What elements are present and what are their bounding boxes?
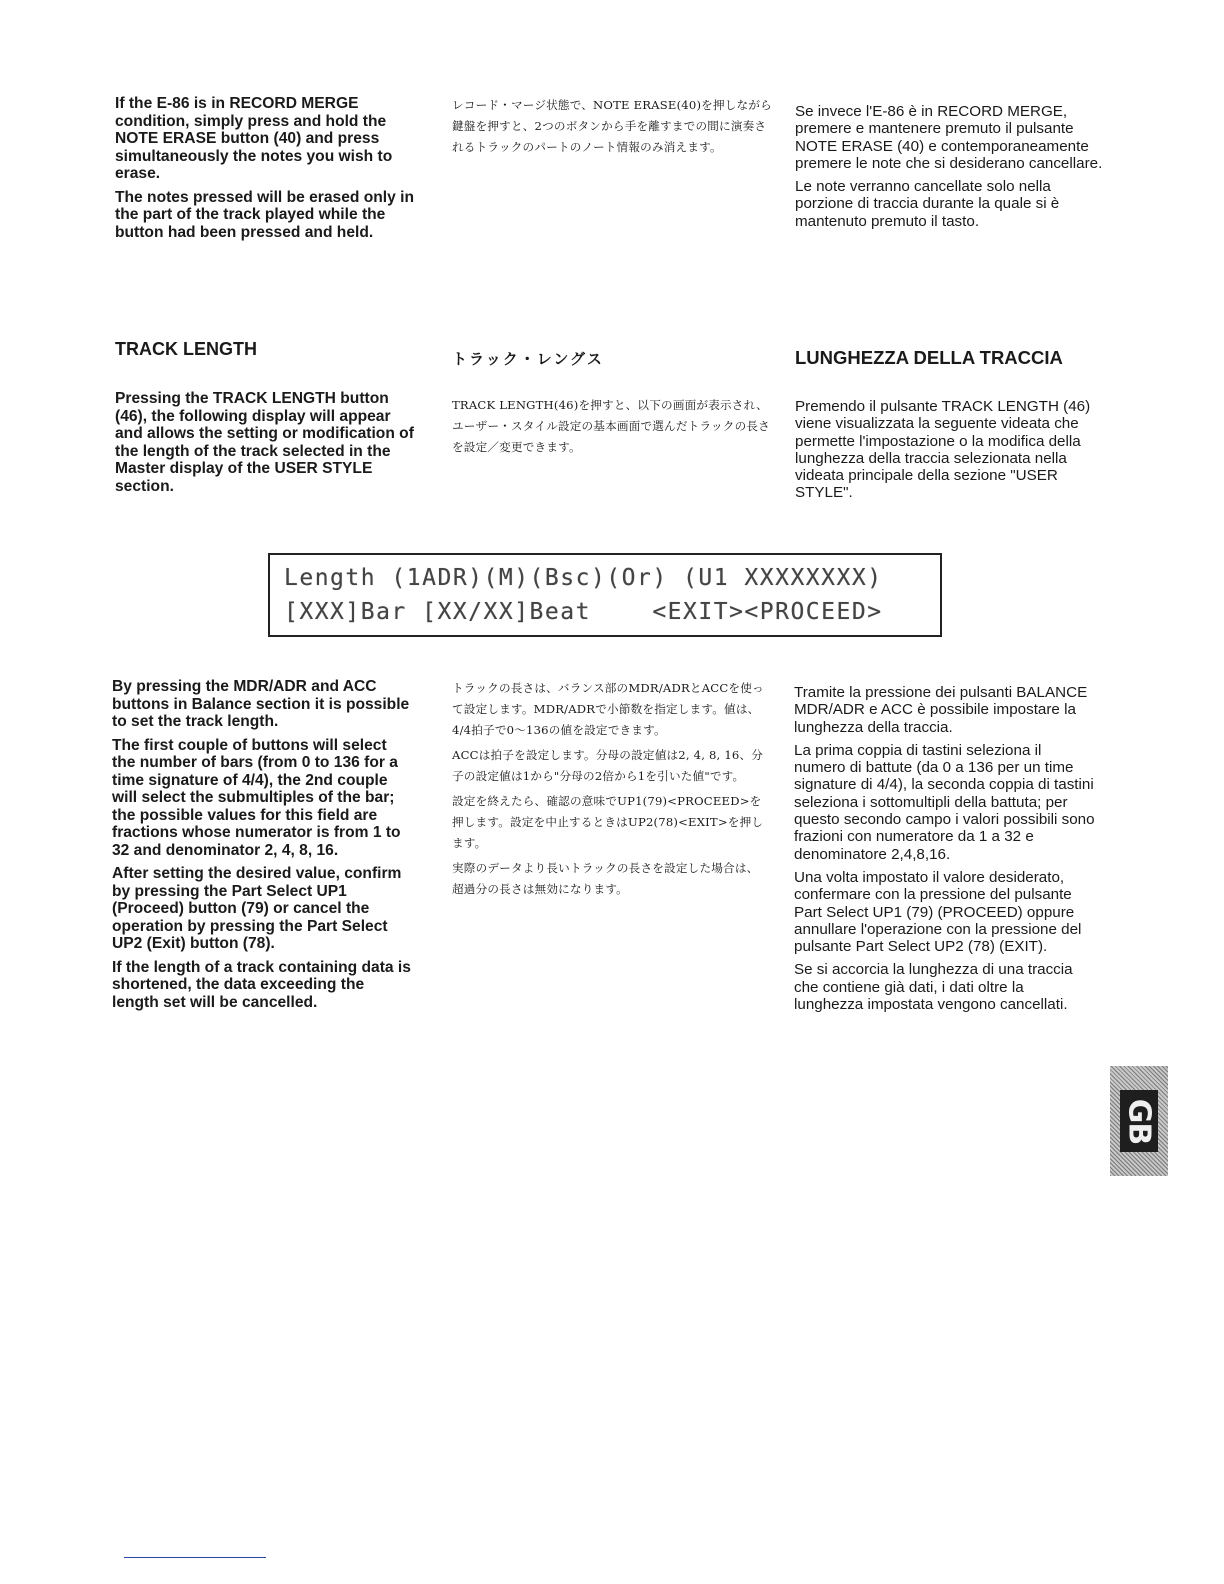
paragraph: By pressing the MDR/ADR and ACC buttons in Balance section it is possible to set the track length.: [112, 678, 410, 730]
paragraph: TRACK LENGTH(46)を押すと、以下の画面が表示され、ユーザー・スタイル設定の基本画面で選んだトラックの長さを設定／変更できます。: [452, 398, 770, 454]
paragraph: ACCは拍子を設定します。分母の設定値は2, 4, 8, 16、分子の設定値は1から"分母の2倍から1を引いた値"です。: [452, 748, 764, 783]
setting-it: [794, 684, 1096, 1019]
track-length-intro-it: [795, 398, 1105, 508]
track-length-heading-en: [115, 338, 420, 360]
paragraph: Pressing the TRACK LENGTH button (46), the following display will appear and allows the setting or modification of the length of the track selected in the Master display of the USER STYLE section.: [115, 390, 414, 495]
section-title: TRACK LENGTH: [115, 339, 257, 359]
paragraph: If the E-86 is in RECORD MERGE condition, simply press and hold the NOTE ERASE button (40) and press simultaneously the notes you wish to erase.: [115, 95, 393, 182]
paragraph: レコード・マージ状態で、NOTE ERASE(40)を押しながら鍵盤を押すと、2つのボタンから手を離すまでの間に演奏されるトラックのパートのノート情報のみ消えます。: [452, 98, 772, 154]
section-title: トラック・レングス: [452, 350, 604, 368]
paragraph: Se si accorcia la lunghezza di una traccia che contiene già dati, i dati oltre la lunghezza impostata vengono cancellati.: [794, 961, 1073, 1014]
lcd-line-1: Length (1ADR)(M)(Bsc)(Or) (U1 XXXXXXXX): [284, 565, 883, 591]
paragraph: Se invece l'E-86 è in RECORD MERGE, premere e mantenere premuto il pulsante NOTE ERASE (40) e contemporaneamente premere le note che si desiderano cancellare.: [795, 103, 1103, 172]
track-length-heading-it: [795, 347, 1105, 369]
paragraph: Una volta impostato il valore desiderato, confermare con la pressione del pulsante Part Select UP1 (79) (PROCEED) oppure annullare l'operazione con la pressione del pulsante Part Select UP2 (78) (EXIT).: [794, 868, 1082, 956]
paragraph: The notes pressed will be erased only in the part of the track played while the button had been pressed and held.: [115, 188, 414, 241]
paragraph: After setting the desired value, confirm by pressing the Part Select UP1 (Proceed) button (79) or cancel the operation by pressing the Part Select UP2 (Exit) button (78).: [112, 865, 402, 952]
paragraph: Tramite la pressione dei pulsanti BALANCE MDR/ADR e ACC è possibile impostare la lunghezza della traccia.: [794, 684, 1088, 736]
paragraph: 設定を終えたら、確認の意味でUP1(79)<PROCEED>を押します。設定を中止するときはUP2(78)<EXIT>を押します。: [452, 794, 764, 850]
track-length-intro-en: [115, 390, 420, 501]
paragraph: 実際のデータより長いトラックの長さを設定した場合は、超過分の長さは無効になります。: [452, 861, 759, 896]
setting-en: [112, 678, 412, 1017]
language-tab: [1110, 1066, 1168, 1176]
setting-jp: [452, 678, 764, 904]
footer-rule: [124, 1557, 266, 1558]
paragraph: La prima coppia di tastini seleziona il numero di battute (da 0 a 136 per un time signature di 4/4), la seconda coppia di tastini seleziona i sottomultipli della battuta; per questo secondo campo i valori possibili sono frazioni con numeratore da 1 a 32 e denominatore 2,4,8,16.: [794, 741, 1095, 863]
paragraph: Le note verranno cancellate solo nella porzione di traccia durante la quale si è mantenuto premuto il tasto.: [795, 178, 1060, 230]
paragraph: トラックの長さは、バランス部のMDR/ADRとACCを使って設定します。MDR/ADRで小節数を指定します。値は、4/4拍子で0〜136の値を設定できます。: [452, 681, 764, 737]
record-merge-en: [115, 95, 420, 247]
track-length-intro-jp: [452, 395, 772, 462]
language-tab-label: GB: [1121, 1098, 1157, 1144]
language-tab-box: [1120, 1090, 1158, 1152]
paragraph: Premendo il pulsante TRACK LENGTH (46) viene visualizzata la seguente videata che permette l'impostazione o la modifica della lunghezza della traccia selezionata nella videata principale della sezione "USER STYLE".: [795, 398, 1091, 502]
record-merge-it: [795, 103, 1105, 236]
track-length-heading-jp: [452, 348, 772, 370]
section-title: LUNGHEZZA DELLA TRACCIA: [795, 347, 1063, 368]
paragraph: The first couple of buttons will select the number of bars (from 0 to 136 for a time signature of 4/4), the 2nd couple will select the submultiples of the bar; the possible values for this field are fractions whose numerator is from 1 to 32 and denominator 2, 4, 8, 16.: [112, 736, 401, 859]
lcd-display: [268, 553, 942, 637]
paragraph: If the length of a track containing data is shortened, the data exceeding the length set will be cancelled.: [112, 958, 411, 1011]
record-merge-jp: [452, 95, 772, 162]
lcd-line-2: [XXX]Bar [XX/XX]Beat <EXIT><PROCEED>: [284, 599, 883, 625]
